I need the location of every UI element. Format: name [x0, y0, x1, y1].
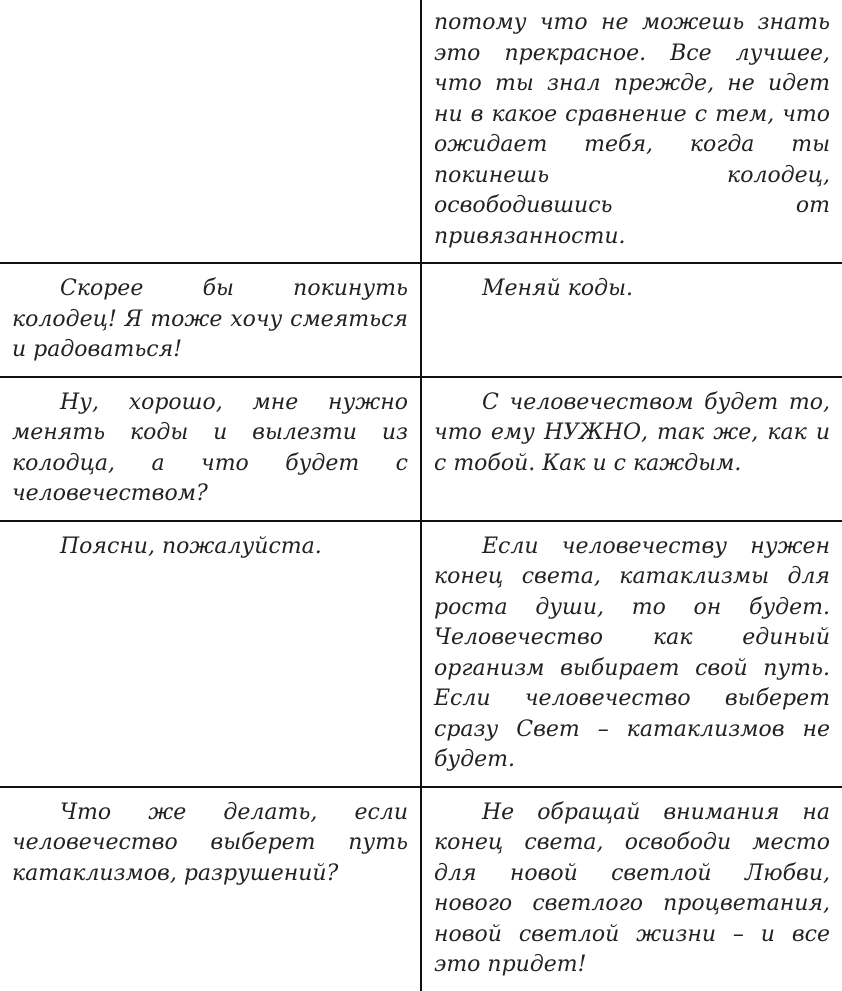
question-cell — [0, 787, 421, 991]
dialogue-row — [0, 521, 842, 787]
question-text: Скорее бы покинуть колодец! Я тоже хочу смеяться и радоваться! — [12, 276, 408, 362]
dialogue-row — [0, 787, 842, 991]
question-cell — [0, 521, 421, 787]
answer-text: Не обращай внимания на конец света, освободи место для новой светлой Любви, нового светлого процветания, новой светлой жизни – и все это придет! — [434, 799, 830, 977]
answer-text: Меняй коды. — [482, 276, 634, 301]
answer-cell — [421, 263, 842, 377]
question-text: Поясни, пожалуйста. — [60, 533, 322, 559]
answer-cell — [421, 787, 842, 991]
question-cell — [0, 0, 421, 263]
question-text: Ну, хорошо, мне нужно менять коды и вылезти из колодца, а что будет с человечеством? — [12, 389, 408, 506]
question-text: Что же делать, если человечество выберет путь катаклизмов, разрушений? — [12, 799, 408, 886]
answer-cell — [421, 0, 842, 263]
answer-text: С человечеством будет то, что ему НУЖНО, так же, как и с тобой. Как и с каждым. — [434, 389, 830, 476]
answer-text: Если человечеству нужен конец света, катаклизмы для роста души, то он будет. Человечество как единый организм выбирает свой путь. Если человечество выберет сразу Свет – катаклизмов не будет. — [434, 533, 830, 772]
question-cell — [0, 263, 421, 377]
answer-text: потому что не можешь знать это прекрасное. Все лучшее, что ты знал прежде, не идет ни в какое сравнение с тем, что ожидает тебя, когда ты покинешь колодец, освободившись от привязанности. — [434, 10, 830, 249]
question-cell — [0, 377, 421, 521]
answer-cell — [421, 377, 842, 521]
dialogue-row — [0, 377, 842, 521]
dialogue-row — [0, 263, 842, 377]
answer-cell — [421, 521, 842, 787]
dialogue-row — [0, 0, 842, 263]
